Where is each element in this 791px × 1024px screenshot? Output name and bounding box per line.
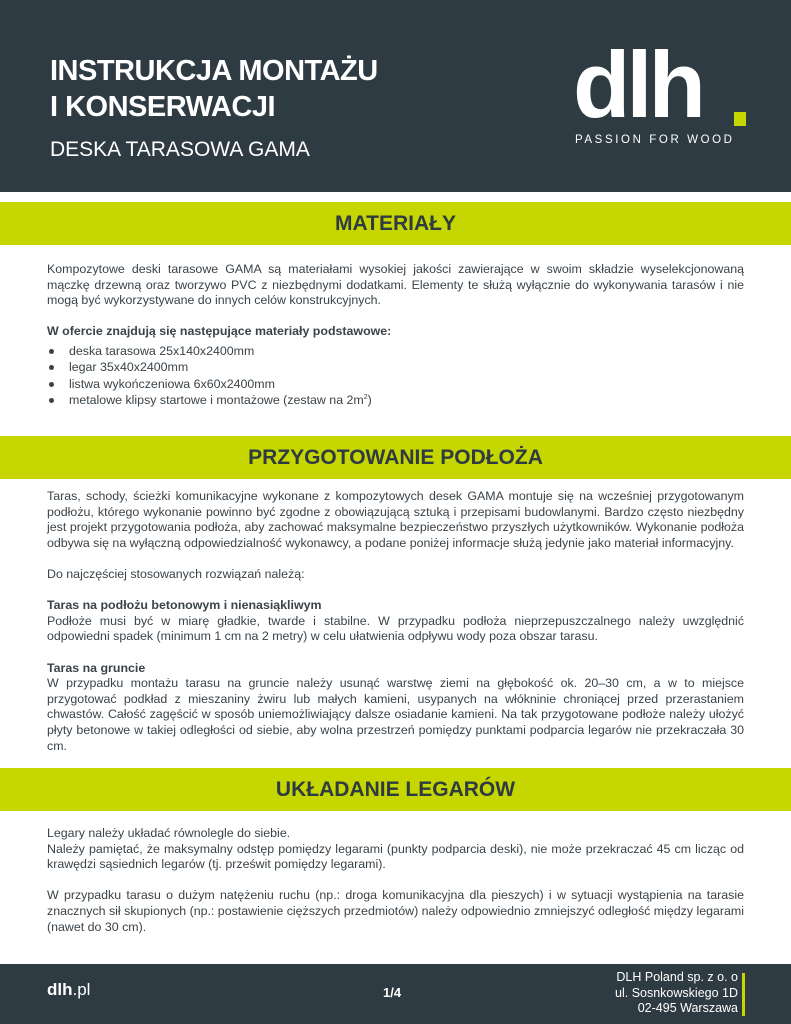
list-item: listwa wykończeniowa 6x60x2400mm (47, 376, 744, 393)
footer-company: DLH Poland sp. z o. o (616, 970, 738, 984)
materials-list (47, 343, 744, 409)
concrete-title: Taras na podłożu betonowym i nienasiąkliwym (47, 598, 322, 613)
logo-accent-dot (734, 112, 746, 126)
footer-address (615, 970, 738, 1017)
list-item: deska tarasowa 25x140x2400mm (47, 343, 744, 360)
list-item-text-end: ) (367, 393, 372, 408)
logo-wordmark: dlh (573, 32, 702, 137)
page-footer (0, 964, 791, 1024)
list-item: legar 35x40x2400mm (47, 359, 744, 376)
joists-line1: Legary należy układać równolegle do siebie. (47, 826, 291, 840)
list-item (47, 392, 744, 409)
section-heading-joists: UKŁADANIE LEGARÓW (0, 768, 791, 811)
footer-website-link[interactable] (47, 980, 90, 1000)
page-subtitle: DESKA TARASOWA GAMA (50, 138, 310, 161)
page-title-line1: INSTRUKCJA MONTAŻU (50, 55, 378, 87)
ground-title: Taras na gruncie (47, 660, 146, 675)
section-heading-materials: MATERIAŁY (0, 202, 791, 245)
joists-line2: Należy pamiętać, że maksymalny odstęp pomiędzy legarami (punkty podparcia deski), nie może przekraczać 45 cm licząc od krawędzi sąsiednich legarów (tj. prześwit pomiędzy legarami). (47, 841, 744, 872)
concrete-text: Podłoże musi być w miarę gładkie, twarde i stabilne. W przypadku podłoża nieprzepuszczalnego należy uwzględnić odpowiedni spadek (minimum 1 cm na 2 metry) w celu ułatwienia odpływu wody poza obszar tarasu. (47, 613, 744, 644)
page-header (0, 0, 791, 192)
joists-para2: W przypadku tarasu o dużym natężeniu ruchu (np.: droga komunikacyjna dla pieszych) i w sytuacji wystąpienia na tarasie znacznych sił skupionych (np.: postawienie cięższych przedmiotów) należy odpowiednio zmniejszyć odległość między legarami (nawet do 30 cm). (47, 888, 744, 934)
page-title-line2: I KONSERWACJI (50, 91, 276, 123)
section-joists-body (47, 826, 744, 935)
footer-city: 02-495 Warszawa (637, 1001, 738, 1015)
footer-street: ul. Sosnkowskiego 1D (615, 985, 738, 1000)
footer-site-bold: dlh (47, 980, 73, 999)
preparation-intro: Taras, schody, ścieżki komunikacyjne wykonane z kompozytowych desek GAMA montuje się na wcześniej przygotowanym podłożu, którego wykonanie powinno być zgodne z obowiązującą sztuką i przepisami budowlanymi. Bardzo często niezbędny jest projekt przygotowania podłoża, aby zachować maksymalne bezpieczeństwo przyszłych użytkowników. Wykonanie podłoża odbywa się na wyłączną odpowiedzialność wykonawcy, a podane poniżej informacje służą jedynie jako materiał informacyjny. (47, 489, 744, 550)
footer-accent-bar (742, 973, 745, 1016)
dlh-logo (573, 32, 753, 154)
superscript: 2 (363, 394, 368, 402)
section-preparation-body (47, 489, 744, 754)
materials-intro: Kompozytowe deski tarasowe GAMA są materiałami wysokiej jakości zawierające w swoim składzie wyselekcjonowaną mączkę drzewną oraz tworzywo PVC z niezbędnymi dodatkami. Elementy te służą wyłącznie do wykonywania tarasów i nie mogą być wykorzystywane do innych celów konstrukcyjnych. (47, 262, 744, 308)
logo-tagline: PASSION FOR WOOD (575, 134, 735, 146)
page-number: 1/4 (383, 985, 402, 1000)
section-heading-preparation: PRZYGOTOWANIE PODŁOŻA (0, 436, 791, 479)
preparation-common: Do najczęściej stosowanych rozwiązań należą: (47, 566, 305, 581)
ground-text: W przypadku montażu tarasu na gruncie należy usunąć warstwę ziemi na głębokość ok. 20–30 cm, a w to miejsce przygotować podkład z mieszaniny żwiru lub małych kamieni, usypanych na włókninie chroniącej przed przerastaniem chwastów. Całość zagęścić w sposób uniemożliwiający dalsze osiadanie kamieni. Na tak przygotowane podłoże należy ułożyć płyty betonowe w takiej odległości od siebie, aby wolna przestrzeń pomiędzy punktami podparcia legarów nie przekraczała 30 cm. (47, 676, 744, 753)
list-item-text: metalowe klipsy startowe i montażowe (zestaw na 2m (69, 393, 364, 408)
footer-site-domain: .pl (72, 980, 91, 999)
materials-list-title: W ofercie znajdują się następujące materiały podstawowe: (47, 324, 392, 339)
section-materials-body (47, 262, 744, 409)
